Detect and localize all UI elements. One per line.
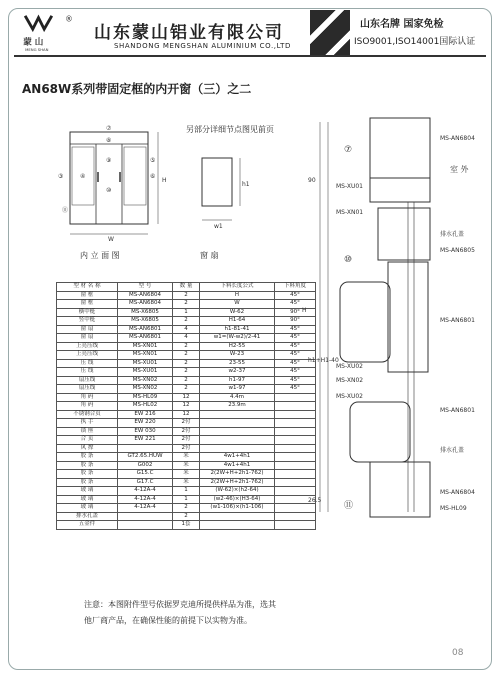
table-cell: MS-XN02 — [118, 376, 173, 385]
table-cell: 米 — [173, 461, 200, 470]
table-cell: 2付 — [173, 436, 200, 445]
marker-7: ⑦ — [106, 125, 112, 132]
marker-11: ⑪ — [62, 207, 69, 214]
table-cell — [200, 410, 275, 419]
table-cell — [118, 512, 173, 521]
table-cell: 2 — [173, 504, 200, 513]
table-row — [57, 461, 316, 470]
table-cell: (w1-106)×(h1-106) — [200, 504, 275, 513]
table-cell: 窗 框 — [57, 300, 118, 309]
label-ms-xu01: MS-XU01 — [336, 183, 363, 190]
table-cell: 45° — [275, 300, 316, 309]
table-row — [57, 385, 316, 394]
footnote-line-1: 注意：本图附件型号依据罗克迪所提供样品为准，选其 — [84, 600, 276, 609]
footnote — [84, 597, 344, 629]
table-cell: 90° — [275, 308, 316, 317]
table-cell: H2-55 — [200, 342, 275, 351]
table-cell: 45° — [275, 291, 316, 300]
dim-h1-H1-40: h1+H1-40 — [308, 357, 339, 364]
table-cell — [200, 521, 275, 530]
table-cell: w1-97 — [200, 385, 275, 394]
table-row — [57, 436, 316, 445]
table-row — [57, 359, 316, 368]
marker-5: ⑤ — [150, 157, 156, 164]
table-cell: 角 码 — [57, 402, 118, 411]
table-cell: 胶 条 — [57, 453, 118, 462]
table-cell: 2 — [173, 342, 200, 351]
label-ms-an6801-a: MS-AN6801 — [440, 317, 475, 324]
table-cell: G17.C — [118, 478, 173, 487]
label-ms-an6805: MS-AN6805 — [440, 247, 475, 254]
table-cell: 45° — [275, 351, 316, 360]
table-row — [57, 376, 316, 385]
table-cell: EW 220 — [118, 419, 173, 428]
table-cell: 1 — [173, 487, 200, 496]
table-cell: 锁 座 — [57, 427, 118, 436]
table-cell: 压 线 — [57, 368, 118, 377]
table-cell: EW 030 — [118, 427, 173, 436]
table-cell: MS-XN01 — [118, 351, 173, 360]
elevation-caption: 内 立 面 图 — [80, 251, 120, 260]
table-cell: MS-AN6804 — [118, 300, 173, 309]
table-row — [57, 487, 316, 496]
logo-sub: MENG SHAN — [25, 47, 49, 52]
table-row — [57, 521, 316, 530]
letterhead — [14, 10, 486, 54]
table-row — [57, 495, 316, 504]
col-header-angle: 下料角度 — [275, 283, 316, 292]
table-cell: 2 — [173, 317, 200, 326]
badge-line-2: ISO9001,ISO14001国际认证 — [354, 37, 476, 47]
section-marker-7: ⑦ — [344, 145, 353, 155]
table-cell: 米 — [173, 470, 200, 479]
table-cell: 2 — [173, 512, 200, 521]
table-cell: 4w1+4h1 — [200, 461, 275, 470]
marker-10: ⑩ — [106, 187, 112, 194]
table-cell — [200, 436, 275, 445]
table-cell: 4w1+4h1 — [200, 453, 275, 462]
table-cell: W-62 — [200, 308, 275, 317]
section-marker-10: ⑩ — [344, 255, 353, 265]
col-header-formula: 下料长度公式 — [200, 283, 275, 292]
table-cell: (w2-46)×(H3-64) — [200, 495, 275, 504]
table-row — [57, 393, 316, 402]
table-cell: 角 码 — [57, 393, 118, 402]
table-cell: EW 221 — [118, 436, 173, 445]
label-ms-an6804-bot: MS-AN6804 — [440, 489, 475, 496]
table-cell: 排水孔盖 — [57, 512, 118, 521]
table-cell: 23.9m — [200, 402, 275, 411]
dim-H: H — [162, 177, 167, 184]
table-cell: G15.C — [118, 470, 173, 479]
label-ms-an6801-b: MS-AN6801 — [440, 407, 475, 414]
table-cell: 45° — [275, 342, 316, 351]
table-row — [57, 351, 316, 360]
table-cell — [200, 427, 275, 436]
table-cell: 窗 扇 — [57, 325, 118, 334]
table-cell: MS-AN6801 — [118, 334, 173, 343]
table-cell: 2 — [173, 300, 200, 309]
table-cell: 2付 — [173, 444, 200, 453]
table-cell: 4 — [173, 334, 200, 343]
table-row — [57, 410, 316, 419]
table-cell: 窗 扇 — [57, 334, 118, 343]
elevation-drawing — [58, 122, 188, 242]
table-cell — [118, 444, 173, 453]
table-cell — [200, 444, 275, 453]
table-cell: 风 撑 — [57, 444, 118, 453]
table-cell: w1=(W-w2)/2-41 — [200, 334, 275, 343]
table-cell: GT2.65.HUW — [118, 453, 173, 462]
table-cell: h1-81-41 — [200, 325, 275, 334]
table-cell: W-23 — [200, 351, 275, 360]
table-cell: 上亮压线 — [57, 342, 118, 351]
table-cell: 2 — [173, 385, 200, 394]
table-cell: 五金件 — [57, 521, 118, 530]
table-cell — [200, 419, 275, 428]
table-cell: 胶 条 — [57, 478, 118, 487]
table-cell: 1 — [173, 308, 200, 317]
label-outdoor: 室 外 — [450, 165, 469, 174]
sash-drawing — [192, 150, 252, 250]
table-cell: 扇压线 — [57, 376, 118, 385]
label-ms-xn02: MS-XN02 — [336, 377, 364, 384]
company-logo — [18, 12, 78, 52]
materials-table — [56, 282, 316, 530]
table-cell: 窗 框 — [57, 291, 118, 300]
table-cell: 胶 条 — [57, 470, 118, 479]
table-row — [57, 470, 316, 479]
table-cell: 1 — [173, 495, 200, 504]
table-cell: 上亮压线 — [57, 351, 118, 360]
table-cell: 2(2W+H+2h1-762) — [200, 478, 275, 487]
table-cell: 2 — [173, 359, 200, 368]
label-ms-hl09: MS-HL09 — [440, 505, 467, 512]
page-title: AN68W系列带固定框的内开窗（三）之二 — [22, 82, 252, 96]
table-cell: 米 — [173, 453, 200, 462]
table-cell: W — [200, 300, 275, 309]
table-cell: 45° — [275, 376, 316, 385]
table-cell: 2 — [173, 376, 200, 385]
table-row — [57, 419, 316, 428]
table-row — [57, 402, 316, 411]
col-header-name: 型 材 名 称 — [57, 283, 118, 292]
table-cell: 23-55 — [200, 359, 275, 368]
table-cell: 扇压线 — [57, 385, 118, 394]
table-row — [57, 342, 316, 351]
table-row — [57, 334, 316, 343]
table-cell: MS-HL02 — [118, 402, 173, 411]
table-row — [57, 291, 316, 300]
dim-90: 90 — [308, 177, 316, 184]
section-marker-11: ⑪ — [344, 501, 354, 511]
marker-8: ⑧ — [106, 137, 112, 144]
table-row — [57, 317, 316, 326]
table-row — [57, 300, 316, 309]
footnote-line-2: 他厂商产品，在确保性能的前提下以实物为准。 — [84, 616, 252, 625]
table-cell: 玻 璃 — [57, 504, 118, 513]
table-cell: 90° — [275, 317, 316, 326]
table-cell: G002 — [118, 461, 173, 470]
marker-3: ③ — [58, 173, 64, 180]
table-cell: 45° — [275, 368, 316, 377]
table-cell: 4-12A-4 — [118, 504, 173, 513]
table-cell: 竖中梃 — [57, 317, 118, 326]
table-cell: 压 线 — [57, 359, 118, 368]
table-cell: 执 手 — [57, 419, 118, 428]
table-cell: 横中梃 — [57, 308, 118, 317]
label-ms-xn01: MS-XN01 — [336, 209, 364, 216]
table-cell: 2付 — [173, 427, 200, 436]
table-cell: 12 — [173, 410, 200, 419]
table-cell: (W-62)×(h2-64) — [200, 487, 275, 496]
header-rule — [14, 55, 486, 57]
table-row — [57, 444, 316, 453]
table-cell: H — [200, 291, 275, 300]
table-row — [57, 427, 316, 436]
table-cell: H1-64 — [200, 317, 275, 326]
table-row — [57, 504, 316, 513]
label-drain-cap-2: 排水孔盖 — [440, 447, 465, 454]
dim-26-5: 26.5 — [308, 497, 322, 504]
sash-caption: 窗 扇 — [200, 251, 219, 260]
company-name-cn: 山东蒙山铝业有限公司 — [94, 23, 284, 43]
label-ms-an6804-top: MS-AN6804 — [440, 135, 475, 142]
table-cell: 45° — [275, 359, 316, 368]
table-cell: 2(2W+H+2h1-762) — [200, 470, 275, 479]
table-cell: 2 — [173, 351, 200, 360]
table-cell: 12 — [173, 393, 200, 402]
table-cell: MS-X6805 — [118, 317, 173, 326]
table-cell: 胶 条 — [57, 461, 118, 470]
table-cell: 合 页 — [57, 436, 118, 445]
table-header-row — [57, 283, 316, 292]
marker-9: ⑨ — [106, 157, 112, 164]
dim-H-section: H — [302, 307, 307, 314]
table-cell: 4.4m — [200, 393, 275, 402]
section-drawing — [300, 112, 480, 532]
table-cell — [118, 521, 173, 530]
page-number: 08 — [452, 648, 464, 658]
table-row — [57, 308, 316, 317]
table-cell: 45° — [275, 385, 316, 394]
table-cell: MS-AN6801 — [118, 325, 173, 334]
table-cell — [200, 512, 275, 521]
table-cell: MS-XN02 — [118, 385, 173, 394]
certification-badge — [310, 10, 486, 56]
table-cell: MS-XU01 — [118, 368, 173, 377]
table-cell: w2-37 — [200, 368, 275, 377]
table-cell: MS-HL09 — [118, 393, 173, 402]
badge-line-1: 山东名牌 国家免检 — [360, 19, 444, 30]
table-cell: 2 — [173, 368, 200, 377]
table-cell: MS-AN6804 — [118, 291, 173, 300]
table-row — [57, 478, 316, 487]
marker-6: ⑥ — [150, 173, 156, 180]
dim-w1: w1 — [214, 223, 223, 230]
table-cell: 4-12A-4 — [118, 495, 173, 504]
table-cell: MS-X6805 — [118, 308, 173, 317]
table-row — [57, 512, 316, 521]
col-header-model: 型 号 — [118, 283, 173, 292]
table-cell: 1套 — [173, 521, 200, 530]
table-cell: 2付 — [173, 419, 200, 428]
company-name-en: SHANDONG MENGSHAN ALUMINIUM CO.,LTD — [114, 42, 292, 50]
table-cell: 45° — [275, 325, 316, 334]
table-cell: 4-12A-4 — [118, 487, 173, 496]
logo-text: 蒙 山 — [23, 37, 44, 48]
marker-4: ④ — [80, 173, 86, 180]
table-row — [57, 453, 316, 462]
label-ms-xu02-a: MS-XU02 — [336, 363, 363, 370]
table-cell: MS-XN01 — [118, 342, 173, 351]
table-cell: 米 — [173, 478, 200, 487]
label-ms-xu02-b: MS-XU02 — [336, 393, 363, 400]
dim-W: W — [108, 236, 114, 242]
badge-stripe — [310, 10, 350, 56]
table-cell: EW 216 — [118, 410, 173, 419]
dim-h1: h1 — [242, 181, 250, 188]
table-cell: 玻 璃 — [57, 495, 118, 504]
table-row — [57, 368, 316, 377]
table-cell: 4 — [173, 325, 200, 334]
table-cell: 12 — [173, 402, 200, 411]
table-cell: 2 — [173, 291, 200, 300]
registered-mark: ® — [65, 14, 73, 24]
table-cell: 不锈钢合页 — [57, 410, 118, 419]
table-cell: h1-97 — [200, 376, 275, 385]
table-cell: 玻 璃 — [57, 487, 118, 496]
table-cell: 45° — [275, 334, 316, 343]
detail-note: 另部分详细节点图见前页 — [186, 125, 274, 134]
table-row — [57, 325, 316, 334]
col-header-qty: 数 量 — [173, 283, 200, 292]
table-cell: MS-XU01 — [118, 359, 173, 368]
label-drain-cap-1: 排水孔盖 — [440, 231, 465, 238]
